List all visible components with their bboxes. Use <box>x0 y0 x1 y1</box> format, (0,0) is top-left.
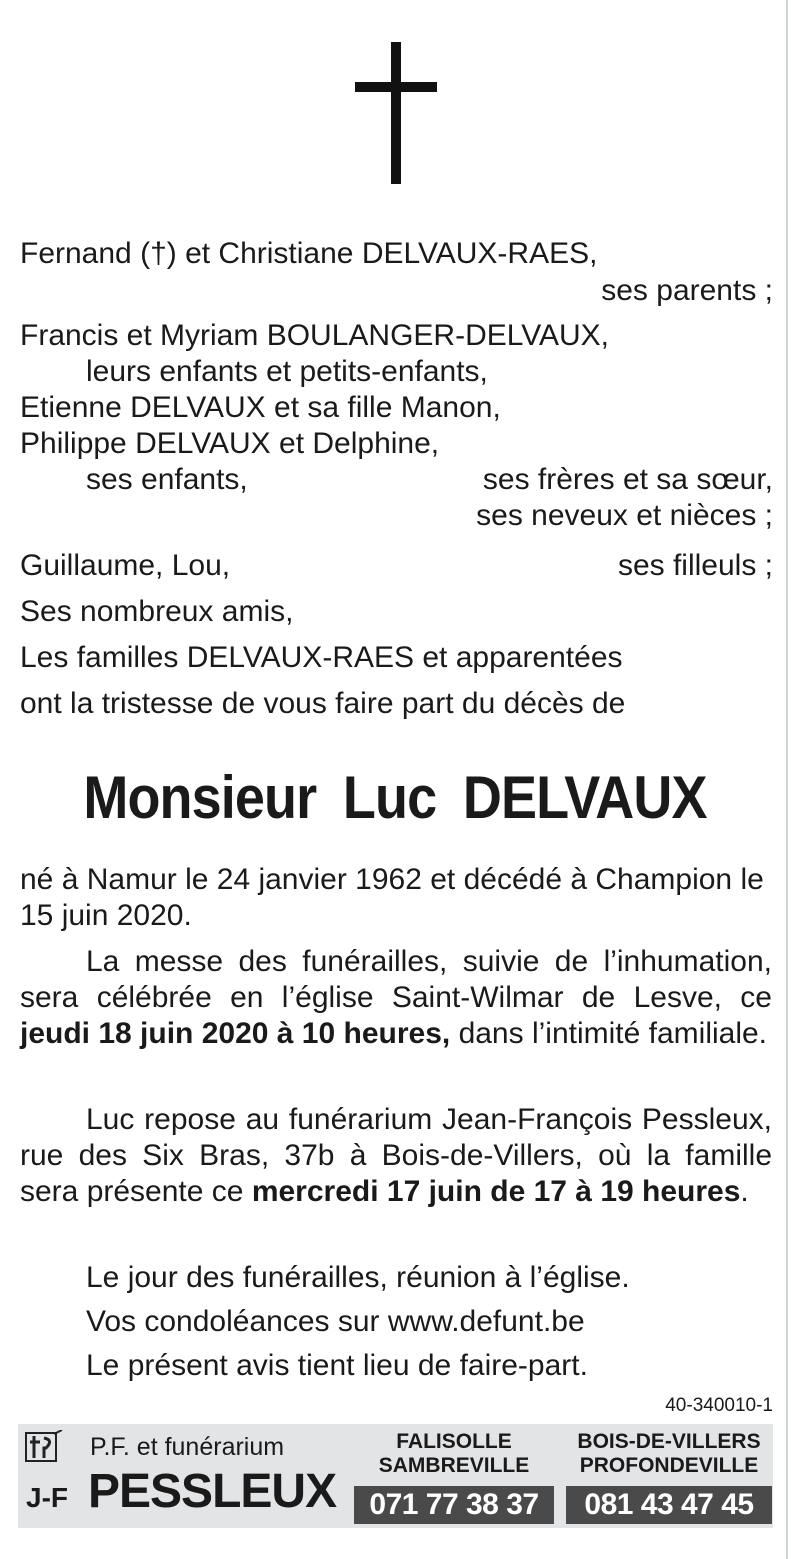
funeral-home-banner <box>18 1424 773 1528</box>
phone-2: 081 43 47 45 <box>566 1486 772 1524</box>
location-1 <box>354 1430 554 1478</box>
family-role-children: ses enfants, <box>86 463 248 496</box>
location-1-town: FALISOLLE <box>396 1430 512 1453</box>
pessleux-logo-icon <box>24 1430 64 1464</box>
reference-number: 40-340010-1 <box>665 1395 773 1416</box>
funeral-home-name: PESSLEUX <box>88 1465 337 1518</box>
latin-cross-icon <box>355 42 437 184</box>
family-role-nephews: ses neveux et nièces ; <box>476 499 773 532</box>
family-line-friends: Ses nombreux amis, <box>20 595 294 628</box>
family-line-grandchildren: leurs enfants et petits-enfants, <box>86 355 488 388</box>
family-line-families: Les familles DELVAUX-RAES et apparentées <box>20 641 623 674</box>
family-line-philippe: Philippe DELVAUX et Delphine, <box>20 427 440 460</box>
mass-date-bold: jeudi 18 juin 2020 à 10 heures, <box>20 1017 451 1050</box>
funeral-home-label: P.F. et funérarium <box>90 1433 285 1461</box>
mass-text-pre: La messe des funérailles, suivie de l’inhumation, sera célébrée en l’église Saint-Wilmar de Lesve, ce <box>20 945 772 1014</box>
location-2 <box>566 1430 772 1478</box>
family-line-parents: Fernand (†) et Christiane DELVAUX-RAES, <box>20 237 598 270</box>
location-2-town: BOIS-DE-VILLERS <box>577 1430 761 1453</box>
closing-line-church: Le jour des funérailles, réunion à l’église. <box>86 1261 630 1294</box>
visitation-text-post: . <box>740 1175 749 1208</box>
family-role-godchildren: ses filleuls ; <box>617 549 773 582</box>
phone-1: 071 77 38 37 <box>354 1486 554 1524</box>
page-edge-rule <box>786 0 788 1559</box>
family-line-godchildren: Guillaume, Lou, <box>20 549 231 582</box>
funeral-home-initials: J-F <box>26 1482 68 1513</box>
closing-line-condolences: Vos condoléances sur www.defunt.be <box>86 1305 585 1338</box>
visitation-paragraph <box>20 1102 772 1210</box>
location-2-commune: PROFONDEVILLE <box>579 1454 759 1477</box>
closing-line-faire-part: Le présent avis tient lieu de faire-part. <box>86 1349 588 1382</box>
visitation-text-pre: Luc repose au funérarium Jean-François Pessleux, rue des Six Bras, 37b à Bois-de-Villers, où la famille sera présente ce <box>20 1103 772 1208</box>
mass-text-post: dans l’intimité familiale. <box>458 1017 768 1050</box>
family-line-etienne: Etienne DELVAUX et sa fille Manon, <box>20 391 501 424</box>
family-line-boulanger: Francis et Myriam BOULANGER-DELVAUX, <box>20 319 609 352</box>
mass-paragraph <box>20 944 772 1052</box>
family-role-siblings: ses frères et sa sœur, <box>482 463 773 496</box>
birth-death-text: né à Namur le 24 janvier 1962 et décédé à Champion le 15 juin 2020. <box>20 863 764 932</box>
announcement-line: ont la tristesse de vous faire part du décès de <box>20 687 626 720</box>
location-1-commune: SAMBREVILLE <box>378 1454 530 1477</box>
family-role-parents: ses parents ; <box>601 274 773 307</box>
visitation-date-bold: mercredi 17 juin de 17 à 19 heures <box>251 1175 741 1208</box>
deceased-name: Monsieur Luc DELVAUX <box>83 764 707 831</box>
